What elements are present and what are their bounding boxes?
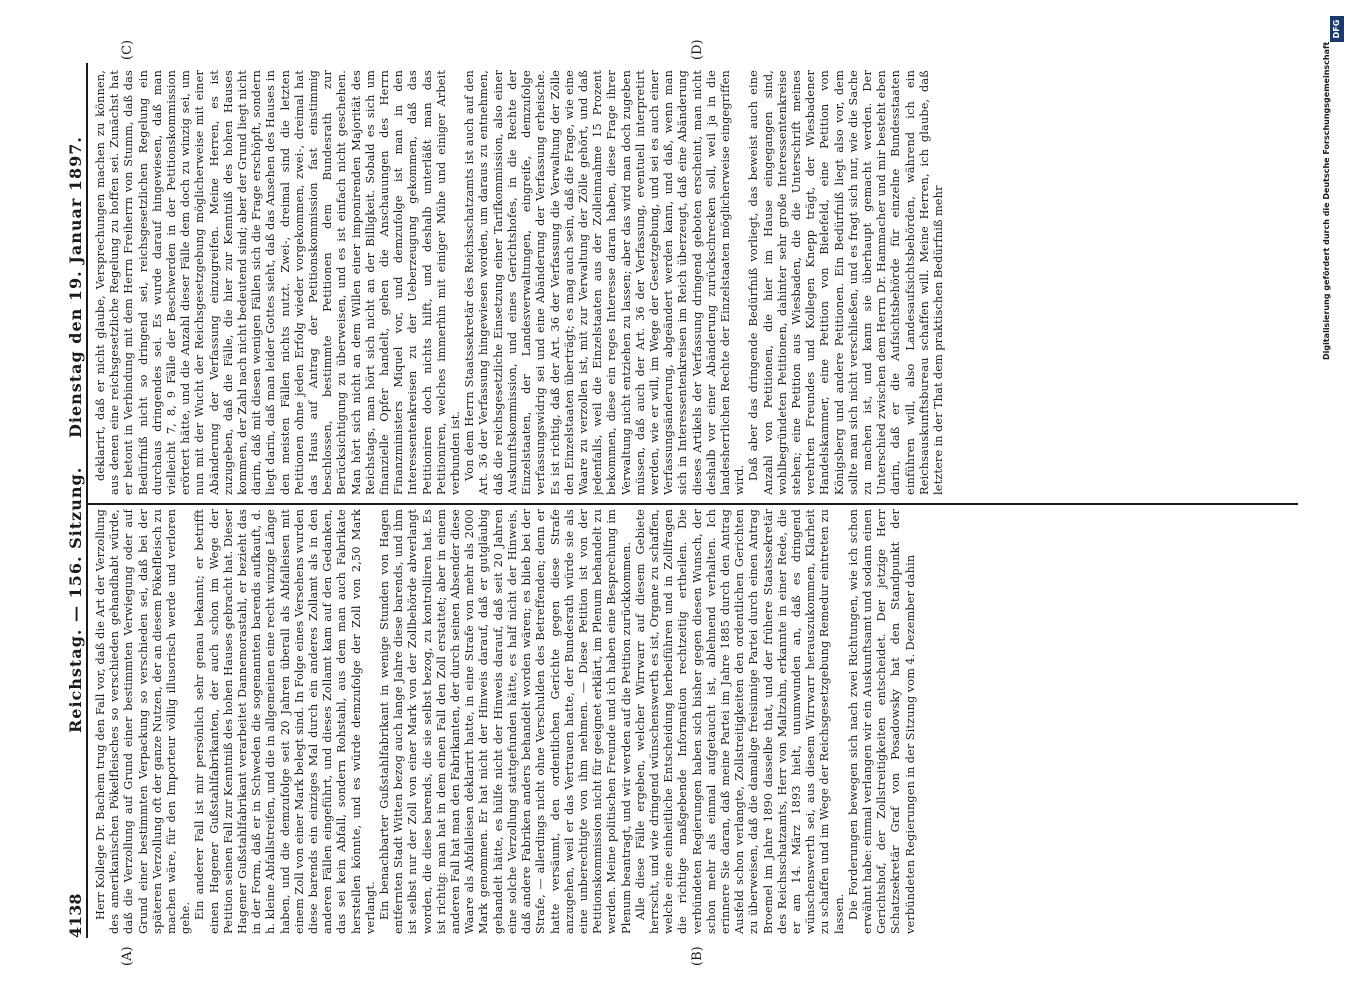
paragraph: Die Forderungen bewegen sich nach zwei Richtungen, wie ich schon erwähnt habe: einmal verlangen wir ein Auskunftsamt und sodann einen Gerichtshof, der Zollstreitigkeiten entscheidet. Der jetzige Herr Schatzsekretär Graf von Posadowsky hat den Standpunkt der verbündeten Regierungen in der Sitzung vom 4. Dezember dahin (846, 509, 917, 934)
session-date: Dienstag den 19. Januar 1897. (66, 136, 85, 438)
margin-marker-a: (A) (120, 946, 135, 966)
paragraph: deklarirt, daß er nicht glaube, Versprechungen machen zu können, aus denen eine reichsgesetzliche Regelung zu hoffen sei. Zunächst hat er betont in Verbindung mit dem Herrn Freiherrn von Stumm, daß das Bedürfniß nicht so dringend sei, reichsgesetzlichen Regelung ein durchaus dringendes sei. Es wurde darauf hingewiesen, daß man vielleicht 7, 8, 9 Fälle der Beschwerden in der Petitionskommission erörtert hätte, und die Anzahl dieser Fälle dem doch zu winzig sei, um nun mit der Wucht der Reichsgesetzgebung möglicherweise mit einer Abänderung der Verfassung einzugreifen. Meine Herren, es ist zuzugeben, daß die Fälle, die hier zur Kenntniß des hohen Hauses kommen, der Zahl nach nicht bedeutend sind; aber der Grund liegt nicht darin, daß mit diesen wenigen Fällen sich die Frage erschöpft, sondern liegt darin, daß man leider Gottes sieht, daß das Ansehen des Hauses in den meisten Fällen nichts nutzt. Zwei-, dreimal sind die letzten Petitionen ohne jeden Erfolg wieder vorgekommen, zwei-, dreimal hat das Haus auf Antrag der Petitionskommission fast einstimmig beschlossen, bestimmte Petitionen dem Bundesrath zur Berücksichtigung zu überweisen, und es ist einfach nicht geschehen. Man hört sich nicht an dem Willen einer imponirenden Majorität des Reichstags, man hört sich nicht an der Billigkeit. Sobald es sich um finanzielle Opfer handelt, gehen die Anschauungen des Herrn Finanzministers Miquel vor, und demzufolge ist man in den Interessentenkreisen zu der Ueberzeugung gekommen, daß das Petitioniren doch nichts hilft, und deshalb unterläßt man das Petitioniren, welches immerhin mit einiger Mühe und einiger Arbeit verbunden ist. (94, 70, 463, 495)
margin-marker-d: (D) (690, 39, 705, 60)
header-rule (86, 63, 88, 938)
digitization-credit: Digitalisierung gefördert durch die Deutsche Forschungsgemeinschaft (1322, 41, 1331, 360)
paragraph: Alle diese Fälle ergeben, welcher Wirrwarr auf diesem Gebiete herrscht, und wie dringend wünschenswerth es ist, Organe zu schaffen, welche eine einheitliche Entscheidung herbeiführen und in Zollfragen die richtige maßgebende Information rechtzeitig ertheilen. Die verbündeten Regierungen haben sich bisher gegen diesen Wunsch, der schon mehr als einmal aufgetaucht ist, ablehnend verhalten. Ich erinnere Sie daran, daß meine Partei im Jahre 1885 durch den Antrag Ausfeld schon verlangte, Zollstreitigkeiten den ordentlichen Gerichten zu überweisen, daß die damalige freisinnige Partei durch einen Antrag Broemel im Jahre 1890 dasselbe that, und der frühere Staatssekretär des Reichsschatzamts, Herr von Maltzahn, erkannte in einer Rede, die er am 14. März 1893 hielt, unumwunden an, daß es dringend wünschenswerth sei, aus diesem Wirrwarr herauszukommen, Klarheit zu schaffen und im Wege der Reichsgesetzgebung Remedur eintreten zu lassen. (633, 509, 846, 934)
paragraph: Von dem Herrn Staatssekretär des Reichsschatzamts ist auch auf den Art. 36 der Verfassung hingewiesen worden, um daraus zu entnehmen, daß die reichsgesetzliche Einsetzung einer Tarifkommission, also einer Auskunftskommission, und eines Gerichtshofes, in die Rechte der Einzelstaaten, der Landesverwaltungen, eingreife, demzufolge verfassungswidrig sei und eine Abänderung der Verfassung erheische. Es ist richtig, daß der Art. 36 der Verfassung die Verwaltung der Zölle den Einzelstaaten überträgt; es mag auch sein, daß die Frage, wie eine Waare zu verzollen ist, mit zur Verwaltung der Zölle gehört, und daß jedenfalls, weil die Einzelstaaten aus der Zolleinnahme 15 Prozent bekommen, diese ein reges Interesse daran haben, diese Frage ihrer Verwaltung nicht entziehen zu lassen; aber das wird man doch zugeben müssen, daß auch der Art. 36 der Verfassung, eventuell interpretirt werden, wie er will, im Wege der Gesetzgebung, und sei es auch einer Verfassungsänderung, abgeändert werden kann, und daß, wenn man sich in Interessentenkreisen im Reich überzeugt, daß eine Abänderung dieses Artikels der Verfassung dringend geboten erscheint, man nicht deshalb vor einer Abänderung zurückschrecken soll, weil ja in die landesherrlichen Rechte der Einzelstaaten möglicherweise eingegriffen wird. (463, 70, 747, 495)
dfg-logo: DFG (1330, 16, 1344, 42)
paragraph: Herr Kollege Dr. Bachem trug den Fall vor, daß die Art der Verzollung des amerikanischen Pökelfleisches so verschieden gehandhabt würde, daß die Verzollung auf Grund einer bestimmten Verwiegung oder auf Grund einer bestimmten Verpackung so verschieden sei, daß bei der späteren Verzollung oft der ganze Nutzen, der an diesem Pökelfleisch zu machen wäre, für den Importeur völlig illusorisch werde und verloren gehe. (94, 509, 193, 934)
right-text-column (94, 70, 1294, 495)
margin-marker-c: (C) (120, 39, 135, 60)
paragraph: Ein benachbarter Gußstahlfabrikant in wenige Stunden von Hagen entfernten Stadt Witten bezog auch lange Jahre diese barends, und ihm ist selbst nur der Zoll von einer Mark von der Zollbehörde abverlangt worden, die diese barends, die sie selbst bezog, zu kontrolliren hat. Es ist richtig: man hat in dem einen Fall den Zoll erstattet; aber in einem anderen Fall hat man den Fabrikanten, der durch seinen Absender diese Waare als Abfalleisen deklarirt hatte, in eine Strafe von mehr als 2000 Mark genommen. Er hat nicht der Hinweis darauf, daß er gutgläubig gehandelt hätte, es hülfe nicht der Hinweis darauf, daß seit 20 Jahren eine solche Verzollung stattgefunden hätte, es half nicht der Hinweis, daß andere Fabriken anders behandelt worden wären; es blieb bei der Strafe, — allerdings nicht ohne Verschulden des Betreffenden; denn er hatte versäumt, den ordentlichen Gerichte gegen diese Strafe anzugehen, weil er das Vertrauen hatte, der Bundesrath würde sie als eine unberechtigte von ihm nehmen. — Diese Petition ist von der Petitionskommission nicht für geeignet erklärt, im Plenum behandelt zu werden. Meine politischen Freunde und ich haben eine Besprechung im Plenum beantragt, und wir werden auf die Petition zurückkommen. (378, 509, 633, 934)
left-text-column (94, 509, 1294, 934)
session-title: Reichstag. — 156. Sitzung. (66, 466, 85, 733)
paragraph: Ein anderer Fall ist mir persönlich sehr genau bekannt; er betrifft einen Hagener Gußstahlfabrikanten, der auch schon im Wege der Petition seinen Fall zur Kenntniß des hohen Hauses gebracht hat. Dieser Hagener Gußstahlfabrikant verarbeitet Dannemorastahl, er bezieht das in der Form, daß er in Schweden die sogenannten barends aufkauft, d. h. kleine Abfallstreifen, und die in allgemeinen eine recht winzige Länge haben, und die demzufolge seit 20 Jahren überall als Abfalleisen mit einem Zoll von einer Mark belegt sind. In Folge eines Versehens wurden diese barends ein einziges Mal durch ein anderes Zollamt als in den anderen Fällen eingeführt, und dieses Zollamt kam auf den Gedanken, das sei kein Abfall, sondern Rohstahl, aus dem man auch Fabrikate herstellen könnte, und es würde demzufolge der Zoll von 2,50 Mark verlangt. (193, 509, 377, 934)
paragraph: Daß aber das dringende Bedürfniß vorliegt, das beweist auch eine Anzahl von Petitionen, die hier im Hause eingegangen sind, wohlbegründeten Petitionen, dahinter sehr große Interessentenkreise stehen; eine Petition aus Wiesbaden, die die Unterschrift meines verehrten Freundes und Kollegen Knepp trägt, der Wiesbadener Handelskammer, eine Petition von Bielefeld, eine Petition von Königsberg und andere Petitionen. Ein Bedürfniß liegt also vor, dem sollte man sich nicht verschließen, und es fragt sich nur, wie die Sache zu machen ist, und kann sie überhaupt gemacht werden. Der Unterschied zwischen dem Herrn Dr. Hammacher und mir besteht eben darin, daß er die Aufsichtsbehörde für einzelne Bundesstaaten einführen will, also Landesaufsichtsbehörden, während ich ein Reichsauskunftsbureau schaffen will. Meine Herren, ich glaube, daß letztere in der That dem praktischen Bedürfniß mehr (747, 70, 945, 495)
page-number: 4138 (66, 893, 85, 938)
margin-marker-b: (B) (690, 946, 705, 966)
column-divider (88, 503, 1298, 505)
